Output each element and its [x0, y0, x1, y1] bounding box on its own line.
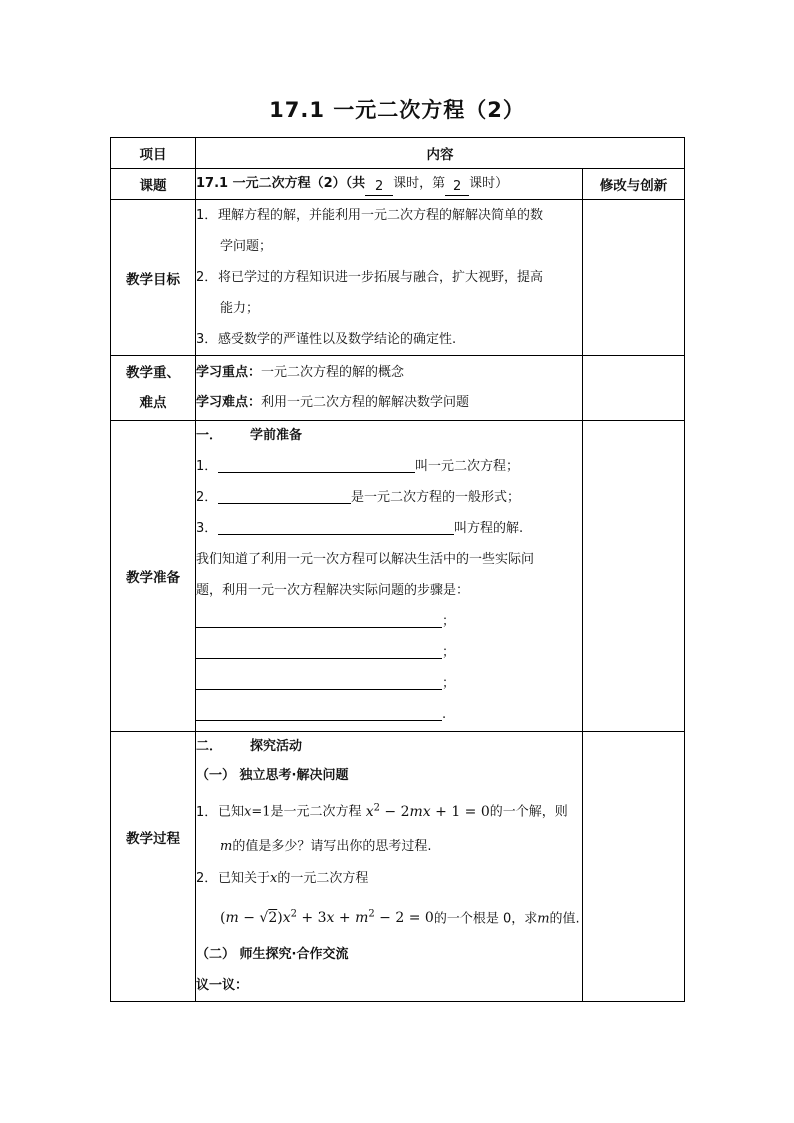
keypoints-content [196, 356, 583, 421]
topic-count-total: 2 [365, 179, 393, 196]
problem-2-num: 2． [196, 870, 218, 886]
keypoints-revision-cell[interactable] [583, 356, 685, 421]
problem-1-num: 1． [196, 804, 218, 820]
discussion-label: 议一议： [196, 978, 249, 994]
topic-content [196, 169, 583, 200]
process-section-num: 二． [196, 739, 223, 754]
problem-1-var: x [244, 804, 252, 820]
equation-2: $(m - √2)x^2 + 3x + m^2 - 2 = 0$ [220, 908, 434, 927]
problem-2-text-b: 的一元二次方程 [277, 870, 369, 886]
prep-q2-num: 2． [196, 490, 218, 505]
prep-q1-text: 叫一元二次方程； [415, 459, 520, 474]
problem-1-line2 [196, 831, 582, 863]
goal-item-2 [196, 262, 582, 293]
problem-2 [196, 863, 582, 895]
goal-text-1b: 学问题； [220, 239, 273, 254]
process-content [196, 732, 583, 1002]
prep-q3-text: 叫方程的解. [454, 521, 524, 536]
difficulty-text: 利用一元二次方程的解解决数学问题 [261, 395, 470, 410]
prep-section-num: 一． [196, 428, 223, 443]
problem-2-text-c: 的一个根是 0，求 [433, 911, 538, 927]
difficulty-label: 学习难点： [196, 395, 262, 410]
prep-q2-text: 是一元二次方程的一般形式； [351, 490, 521, 505]
key-point-label: 学习重点： [196, 365, 262, 380]
goal-item-1 [196, 200, 582, 231]
keypoints-label-line2: 难点 [139, 395, 167, 411]
process-label: 教学过程 [111, 732, 196, 1002]
prep-question-2 [196, 482, 582, 513]
problem-1-text-line2: 的值是多少？请写出你的思考过程. [232, 838, 432, 854]
prep-step-2-blank[interactable] [196, 642, 442, 659]
topic-text-after: 课时） [469, 176, 509, 191]
header-item: 项目 [111, 138, 196, 169]
keypoints-label-line1: 教学重、 [126, 365, 180, 381]
prep-question-3 [196, 513, 582, 544]
prep-step-1 [196, 606, 582, 637]
goals-revision-cell[interactable] [583, 200, 685, 356]
goals-row [111, 200, 685, 356]
lesson-plan-table [110, 137, 685, 1002]
revision-header: 修改与创新 [583, 169, 685, 200]
keypoints-label [111, 356, 196, 421]
key-point-text: 一元二次方程的解的概念 [261, 365, 405, 380]
header-content: 内容 [196, 138, 685, 169]
goal-text-1a: 理解方程的解，并能利用一元二次方程的解解决简单的数 [218, 208, 544, 223]
prep-q3-blank[interactable] [218, 518, 454, 535]
goals-label: 教学目标 [111, 200, 196, 356]
prep-content [196, 421, 583, 732]
prep-step-3-end: ； [442, 676, 456, 691]
prep-section-title: 学前准备 [250, 428, 303, 443]
topic-row [111, 169, 685, 200]
equation-1: $x^2 - 2mx + 1 = 0$ [365, 802, 490, 820]
process-section-heading [196, 732, 582, 761]
problem-1 [196, 790, 582, 831]
goal-num-2: 2． [196, 270, 218, 285]
topic-count-current: 2 [445, 179, 469, 196]
keypoints-row [111, 356, 685, 421]
problem-1-text-a: 已知 [218, 804, 245, 820]
prep-q1-blank[interactable] [218, 456, 415, 473]
problem-1-var-m: m [220, 838, 233, 854]
prep-revision-cell[interactable] [583, 421, 685, 732]
prep-step-1-end: ； [442, 614, 456, 629]
goal-item-3 [196, 324, 582, 355]
prep-section-heading [196, 421, 582, 451]
problem-2-line2 [196, 895, 582, 940]
prep-q1-num: 1． [196, 459, 218, 474]
problem-2-text-a: 已知关于 [218, 870, 271, 886]
prep-step-3-blank[interactable] [196, 673, 442, 690]
prep-row [111, 421, 685, 732]
prep-paragraph-line2: 题，利用一元一次方程解决实际问题的步骤是： [196, 583, 470, 598]
topic-label: 课题 [111, 169, 196, 200]
problem-2-text-d: 的值. [549, 911, 580, 927]
goals-content [196, 200, 583, 356]
goal-text-3: 感受数学的严谨性以及数学结论的确定性. [218, 332, 457, 347]
table-header-row [111, 138, 685, 169]
prep-paragraph-line1: 我们知道了利用一元一次方程可以解决生活中的一些实际问 [196, 552, 535, 567]
prep-q3-num: 3． [196, 521, 218, 536]
prep-q2-blank[interactable] [218, 487, 351, 504]
problem-1-text-b: 是一元二次方程 [270, 804, 362, 820]
prep-step-4-end: . [442, 707, 447, 722]
prep-step-1-blank[interactable] [196, 611, 442, 628]
process-revision-cell[interactable] [583, 732, 685, 1002]
goal-text-2a: 将已学过的方程知识进一步拓展与融合，扩大视野，提高 [218, 270, 544, 285]
prep-step-4 [196, 699, 582, 730]
process-row [111, 732, 685, 1002]
topic-text-before: 17.1 一元二次方程（2）（共 [196, 176, 366, 191]
goal-num-3: 3． [196, 332, 218, 347]
prep-step-3 [196, 668, 582, 699]
topic-text-mid: 课时，第 [393, 176, 446, 191]
key-point-line [196, 358, 582, 388]
goal-text-2b: 能力； [220, 301, 260, 316]
problem-1-value: =1 [251, 804, 271, 820]
prep-step-2 [196, 637, 582, 668]
page-title: 17.1 一元二次方程（2） [269, 98, 525, 122]
process-subsection-2: （二） 师生探究·合作交流 [196, 947, 349, 963]
goal-num-1: 1． [196, 208, 218, 223]
prep-question-1 [196, 451, 582, 482]
difficulty-line [196, 388, 582, 418]
process-section-title: 探究活动 [250, 739, 303, 754]
problem-1-text-c: 的一个解，则 [489, 804, 568, 820]
problem-2-var: x [270, 870, 278, 886]
prep-step-4-blank[interactable] [196, 704, 442, 721]
prep-step-2-end: ； [442, 645, 456, 660]
prep-label: 教学准备 [111, 421, 196, 732]
problem-2-var-m: m [537, 911, 550, 927]
process-subsection-1: （一） 独立思考·解决问题 [196, 768, 349, 783]
